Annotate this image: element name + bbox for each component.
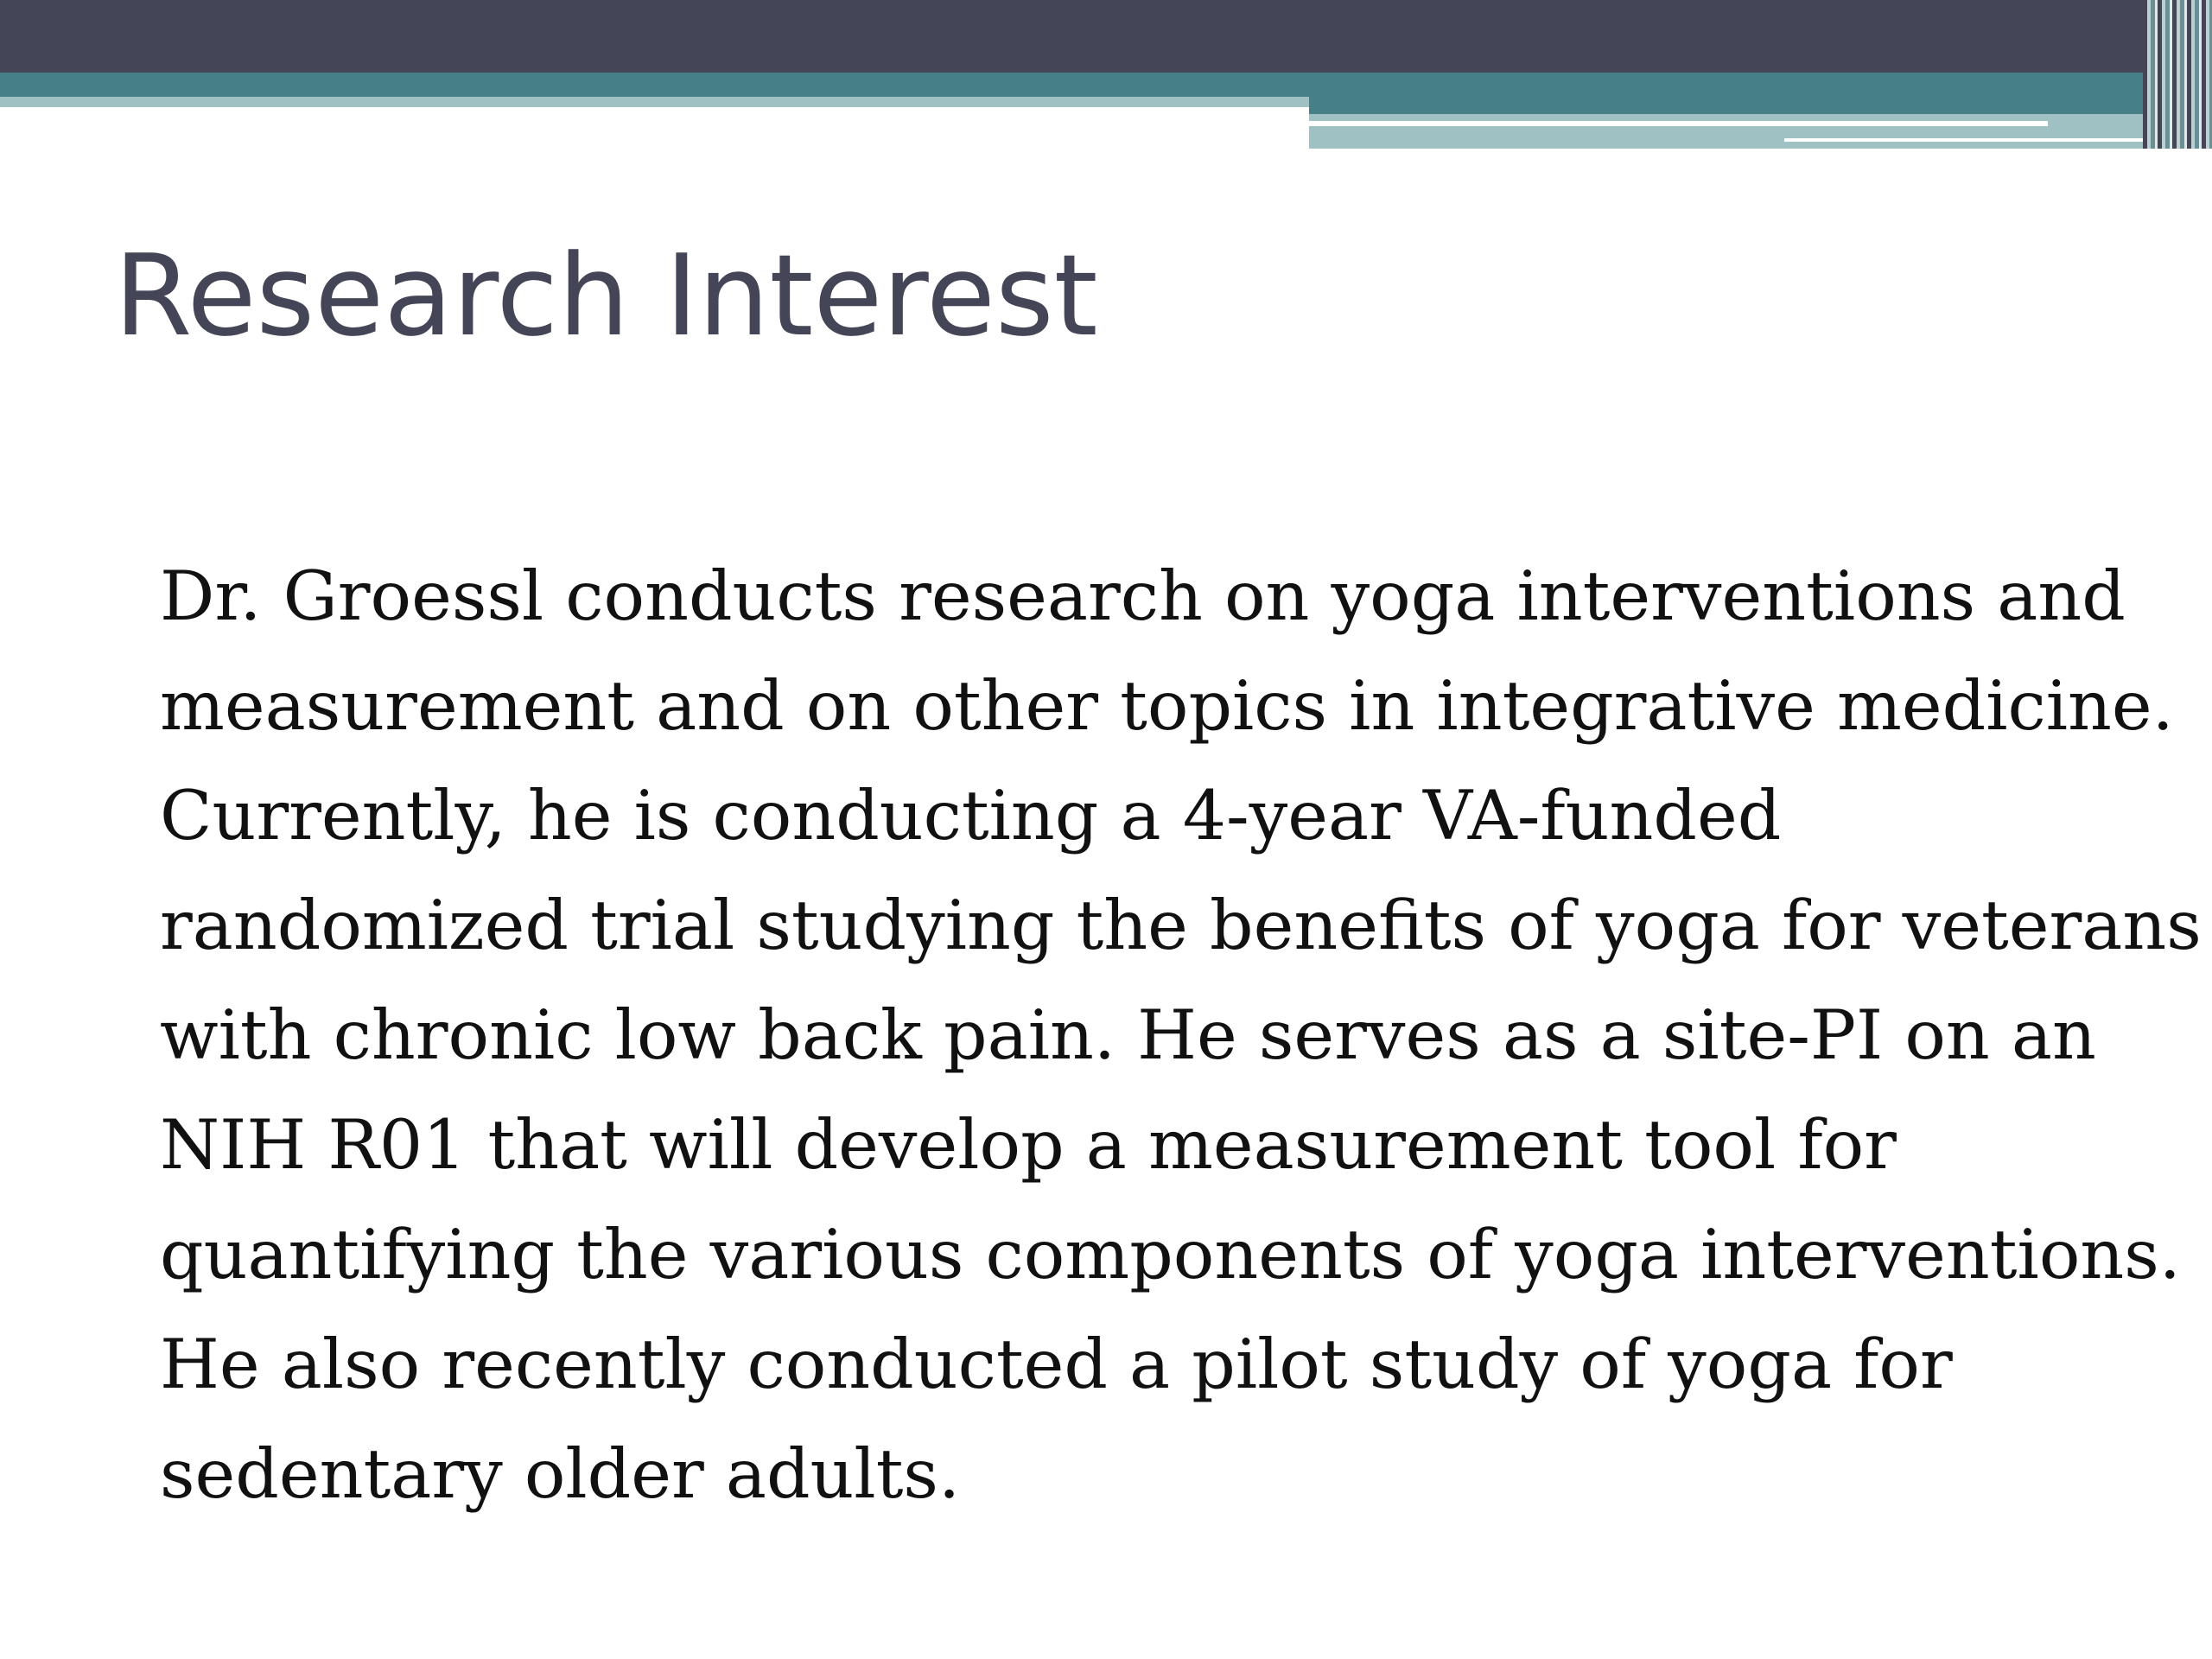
header-teal-bar [0, 73, 2212, 97]
body-line: quantifying the various components of yoga interventions. [160, 1215, 2181, 1294]
body-line: with chronic low back pain. He serves as a site-PI on an [160, 995, 2096, 1075]
body-line: Currently, he is conducting a 4-year VA-funded [160, 776, 1782, 855]
body-line: measurement and on other topics in integrative medicine. [160, 666, 2174, 746]
body-line: Dr. Groessl conducts research on yoga interventions and [160, 556, 2126, 636]
header-teal-bar-right [1309, 97, 2212, 114]
body-line: randomized trial studying the benefits of yoga for veterans [160, 886, 2202, 965]
body-line: sedentary older adults. [160, 1434, 961, 1514]
body-line: NIH R01 that will develop a measurement tool for [160, 1105, 1897, 1185]
slide-body [160, 542, 2202, 1529]
header-dark-bar [0, 0, 2212, 73]
header-light-line [1309, 126, 2212, 138]
header-light-bar-left [0, 97, 1309, 107]
slide-title: Research Interest [114, 230, 1098, 361]
header-stripes-decoration [2143, 0, 2212, 149]
body-line: He also recently conducted a pilot study of yoga for [160, 1325, 1953, 1404]
